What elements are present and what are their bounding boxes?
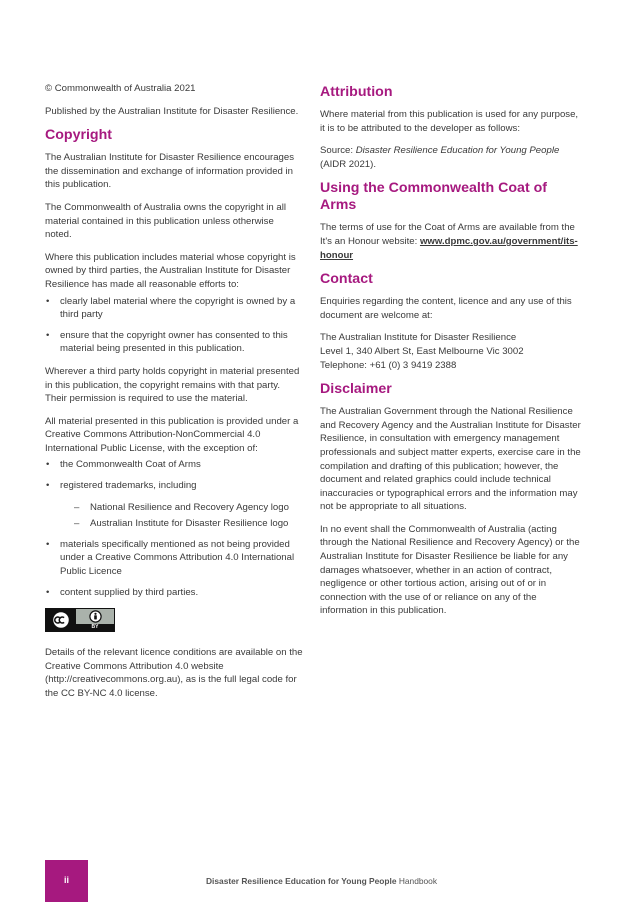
sub-list-item: – National Resilience and Recovery Agency logo	[60, 501, 303, 515]
attribution-person-icon	[89, 610, 102, 623]
contact-address: Level 1, 340 Albert St, East Melbourne Vic 3002	[320, 345, 524, 357]
coat-of-arms-paragraph	[320, 221, 582, 262]
list-item: • ensure that the copyright owner has consented to this material being presented in this publication.	[45, 329, 303, 356]
footer-title-suffix: Handbook	[396, 876, 438, 886]
source-prefix: Source:	[320, 145, 356, 157]
copyright-paragraph: Wherever a third party holds copyright in material presented in this publication, the copyright remains with that party. Their permission is required to use the material.	[45, 365, 300, 405]
list-item: • the Commonwealth Coat of Arms	[45, 458, 303, 472]
list-item: • clearly label material where the copyright is owned by a third party	[45, 295, 303, 322]
creative-commons-icon	[46, 609, 76, 631]
disclaimer-paragraph: The Australian Government through the National Resilience and Recovery Agency and the Australian Institute for Disaster Resilience, in consultation with emergency management professionals and subject matter experts, exercise care in the compilation and drafting of this publication; however, the document and related graphics could include technical inaccuracies or typographical errors and the information may not be appropriate to all situations.	[320, 406, 581, 513]
copyright-paragraph: Where this publication includes material whose copyright is owned by third parties, the Australian Institute for Disaster Resilience has made all reasonable efforts to:	[45, 251, 296, 290]
right-column	[320, 82, 582, 627]
its-honour-link[interactable]: www.dpmc.gov.au/government/its-honour	[320, 235, 578, 261]
contact-organisation: The Australian Institute for Disaster Resilience	[320, 332, 517, 344]
trademarks-sublist	[60, 501, 303, 531]
footer-title-bold: Disaster Resilience Education for Young People	[206, 876, 397, 886]
coat-of-arms-text: The terms of use for the Coat of Arms are available from the It's an Honour website:	[320, 222, 575, 247]
cc-by-badge	[45, 608, 115, 632]
source-suffix: (AIDR 2021).	[320, 158, 376, 170]
copyright-paragraph: All material presented in this publication is provided under a Creative Commons Attribution-NonCommercial 4.0 International Public License, with the exception of:	[45, 415, 299, 454]
page-number: ii	[45, 860, 88, 902]
footer-title	[206, 875, 437, 889]
attribution-paragraph: Where material from this publication is used for any purpose, it is to be attributed to the developer as follows:	[320, 109, 579, 134]
disclaimer-heading: Disclaimer	[320, 381, 392, 398]
exceptions-list	[45, 458, 303, 599]
list-item: • materials specifically mentioned as not being provided under a Creative Commons Attribution 4.0 International Public Licence	[45, 538, 303, 579]
cc-by-label: BY	[76, 624, 114, 631]
copyright-heading: Copyright	[45, 127, 112, 144]
copyright-paragraph: The Australian Institute for Disaster Resilience encourages the dissemination and exchange of information provided in this publication.	[45, 152, 295, 191]
efforts-list	[45, 295, 303, 356]
list-item: • content supplied by third parties.	[45, 586, 303, 600]
contact-paragraph: Enquiries regarding the content, licence and any use of this document are welcome at:	[320, 296, 572, 321]
published-by: Published by the Australian Institute for Disaster Resilience.	[45, 105, 299, 117]
source-citation	[320, 144, 582, 171]
contact-details	[320, 331, 582, 372]
sub-list-item: – Australian Institute for Disaster Resilience logo	[60, 517, 303, 531]
coat-of-arms-heading: Using the Commonwealth Coat of Arms	[320, 180, 547, 214]
source-title: Disaster Resilience Education for Young People	[355, 145, 560, 157]
copyright-notice: © Commonwealth of Australia 2021	[45, 83, 196, 94]
list-item	[45, 479, 303, 531]
attribution-heading: Attribution	[320, 84, 393, 100]
attribution-block	[76, 609, 114, 631]
licence-details: Details of the relevant licence conditions are available on the Creative Commons Attribution 4.0 website (http://creativecommons.org.au), as is the full legal code for the CC BY-NC 4.0 license.	[45, 647, 303, 699]
contact-phone: Telephone: +61 (0) 3 9419 2388	[320, 359, 457, 371]
list-item-label: registered trademarks, including	[60, 480, 197, 492]
copyright-paragraph: The Commonwealth of Australia owns the copyright in all material contained in this publication unless otherwise noted.	[45, 201, 287, 241]
contact-heading: Contact	[320, 271, 373, 288]
disclaimer-paragraph: In no event shall the Commonwealth of Australia (acting through the National Resilience and Recovery Agency) or the Australian Institute for Disaster Resilience be liable for any damages whatsoever, whether in an action of contract, negligence or other tortious action, arising out of or in connection with the use of or reliance on any of the information in this publication.	[320, 523, 580, 617]
left-column	[45, 82, 303, 710]
